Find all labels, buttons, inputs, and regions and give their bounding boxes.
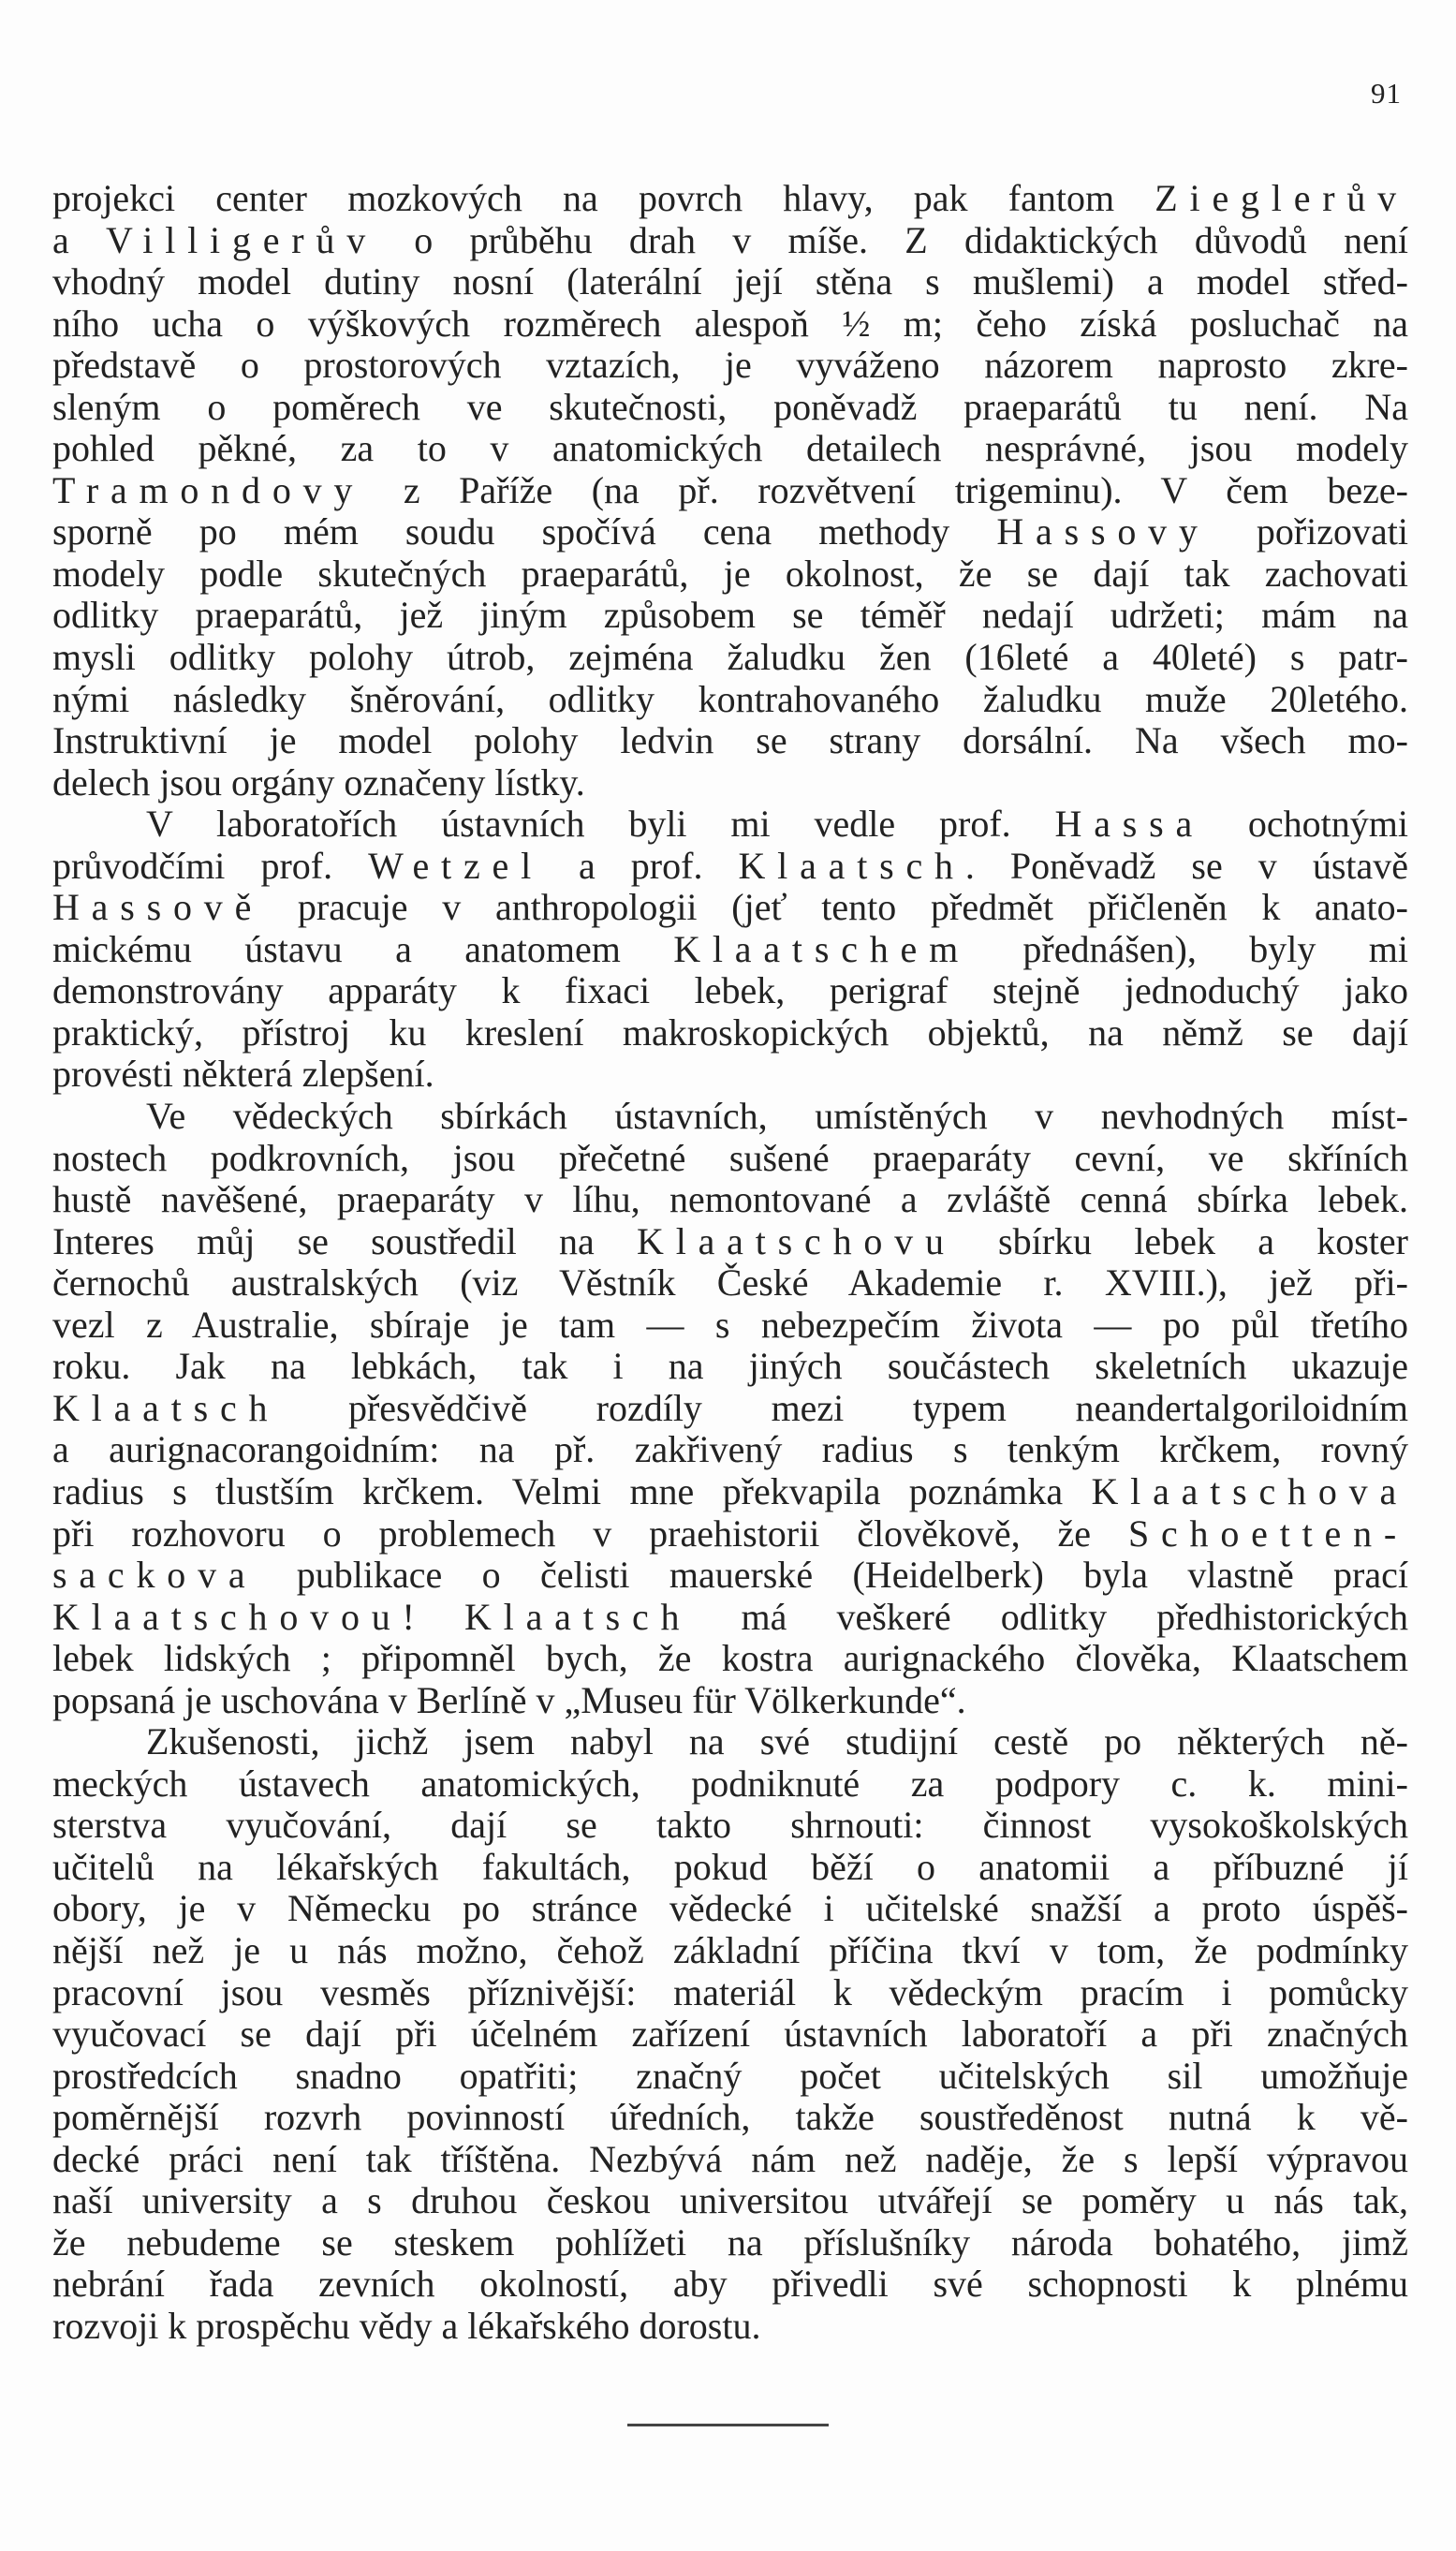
text-run: sbírku lebek a koster bbox=[955, 1220, 1408, 1262]
spaced-name: Zieglerův bbox=[1155, 178, 1408, 219]
text-run: vyučovací se dají při účelném zařízení ústavních laboratoří a při značných bbox=[52, 2013, 1408, 2056]
spaced-name: Klaatsch bbox=[738, 845, 965, 887]
text-line bbox=[52, 1638, 1408, 1680]
spaced-name: Villigerův bbox=[106, 219, 378, 261]
text-run: nebrání řada zevních okolností, aby přivedli své schopnosti k plnému bbox=[52, 2263, 1408, 2306]
text-run: rozvoji k prospěchu vědy a lékařského dorostu. bbox=[52, 2305, 761, 2347]
spaced-name: Wetzel bbox=[368, 845, 543, 887]
text-line bbox=[52, 1388, 1408, 1430]
text-line bbox=[52, 720, 1408, 762]
text-line bbox=[52, 1805, 1408, 1847]
text-run: přednášen), byly mi bbox=[970, 928, 1408, 970]
text-run: má veškeré odlitky předhistorických bbox=[691, 1596, 1408, 1638]
text-line bbox=[52, 929, 1408, 971]
text-line bbox=[52, 1179, 1408, 1221]
text-line bbox=[52, 1221, 1408, 1263]
text-line bbox=[52, 470, 1408, 512]
text-run: odlitky praeparátů, jež jiným způsobem se téměř nedají udržeti; mám na bbox=[52, 595, 1408, 637]
end-rule bbox=[627, 2424, 829, 2426]
text-line bbox=[52, 637, 1408, 679]
text-run: radius s tlustším krčkem. Velmi mne překvapila poznámka bbox=[52, 1470, 1092, 1512]
text-line bbox=[52, 1513, 1408, 1556]
spaced-name: Tramondovy bbox=[52, 469, 365, 511]
text-line bbox=[52, 595, 1408, 637]
text-run: meckých ústavech anatomických, podniknuté za podpory c. k. mini- bbox=[52, 1762, 1408, 1805]
text-line bbox=[52, 2056, 1408, 2098]
text-run: Interes můj se soustředil na bbox=[52, 1220, 638, 1262]
text-run: naší university a s druhou českou universitou utvářejí se poměry u nás tak, bbox=[52, 2180, 1408, 2222]
text-run: obory, je v Německu po stránce vědecké i učitelské snažší a proto úspěš- bbox=[52, 1888, 1408, 1930]
text-run: a aurignacorangoidním: na př. zakřivený radius s tenkým krčkem, rovný bbox=[52, 1429, 1408, 1471]
text-line bbox=[52, 553, 1408, 596]
text-run: sleným o poměrech ve skutečnosti, poněvadž praeparátů tu není. Na bbox=[52, 386, 1408, 428]
text-run: lebek lidských ; připomněl bych, že kostra aurignackého člověka, Klaatschem bbox=[52, 1638, 1408, 1680]
text-line bbox=[52, 804, 1408, 846]
text-run: ního ucha o výškových rozměrech alespoň ½ m; čeho získá posluchač na bbox=[52, 302, 1408, 345]
text-run: vezl z Australie, sbíraje je tam — s nebezpečím života — po půl třetího bbox=[52, 1304, 1408, 1346]
text-line bbox=[52, 178, 1408, 220]
text-line bbox=[52, 1888, 1408, 1930]
text-run: mysli odlitky polohy útrob, zejména žaludku žen (16leté a 40leté) s patr- bbox=[52, 637, 1408, 679]
text-run: decké práci není tak tříštěna. Nezbývá nám než naděje, že s lepší výpravou bbox=[52, 2138, 1408, 2180]
text-run: provésti některá zlepšení. bbox=[52, 1054, 434, 1096]
spaced-name: Hassově bbox=[52, 887, 264, 929]
text-run: ochotnými bbox=[1204, 804, 1408, 846]
text-line bbox=[52, 2263, 1408, 2306]
text-line bbox=[52, 1429, 1408, 1471]
text-line bbox=[52, 1138, 1408, 1180]
text-line bbox=[52, 2097, 1408, 2139]
text-line bbox=[52, 511, 1408, 553]
text-line bbox=[52, 1680, 1408, 1722]
text-run: delech jsou orgány označeny lístky. bbox=[52, 761, 585, 804]
text-line bbox=[52, 679, 1408, 721]
text-run: praktický, přístroj ku kreslení makroskopických objektů, na němž se dají bbox=[52, 1011, 1408, 1054]
spaced-name: Klaatschem bbox=[673, 928, 971, 970]
text-run: pracuje v anthropologii (jeť tento předmět přičleněn k anato- bbox=[263, 887, 1408, 929]
text-run: a bbox=[52, 219, 107, 261]
text-run: mickému ústavu a anatomem bbox=[52, 928, 674, 970]
text-line bbox=[52, 1930, 1408, 1972]
text-run: a prof. bbox=[542, 845, 739, 887]
text-line bbox=[52, 970, 1408, 1012]
text-line bbox=[52, 1012, 1408, 1054]
text-line bbox=[52, 1346, 1408, 1388]
text-line bbox=[52, 1262, 1408, 1305]
text-line bbox=[52, 1763, 1408, 1806]
text-run: modely podle skutečných praeparátů, je okolnost, že se dají tak zachovati bbox=[52, 553, 1408, 595]
text-run: Instruktivní je model polohy ledvin se strany dorsální. Na všech mo- bbox=[52, 720, 1408, 762]
text-line bbox=[52, 2180, 1408, 2222]
page-number: 91 bbox=[1371, 77, 1402, 110]
text-run: učitelů na lékařských fakultách, pokud běží o anatomii a příbuzné jí bbox=[52, 1846, 1408, 1888]
text-line bbox=[52, 387, 1408, 429]
text-line bbox=[52, 1054, 1408, 1096]
text-line bbox=[52, 1597, 1408, 1639]
text-run: publikace o čelisti mauerské (Heidelberk) byla vlastně prací bbox=[257, 1555, 1408, 1597]
text-run: že nebudeme se steskem pohlížeti na příslušníky národa bohatého, jimž bbox=[52, 2221, 1408, 2263]
text-line bbox=[52, 345, 1408, 387]
spaced-name: sackova bbox=[52, 1555, 257, 1597]
spaced-name: Klaatsch bbox=[464, 1596, 692, 1638]
text-run: sterstva vyučování, dají se takto shrnouti: činnost vysokoškolských bbox=[52, 1805, 1408, 1847]
text-run: průvodčími prof. bbox=[52, 845, 369, 887]
text-run: vhodný model dutiny nosní (laterální její stěna s mušlemi) a model střed- bbox=[52, 261, 1408, 303]
text-line bbox=[52, 2139, 1408, 2181]
spaced-name: Schoetten- bbox=[1127, 1512, 1408, 1555]
text-run: roku. Jak na lebkách, tak i na jiných součástech skeletních ukazuje bbox=[52, 1346, 1408, 1388]
text-run: demonstrovány apparáty k fixaci lebek, perigraf stejně jednoduchý jako bbox=[52, 970, 1408, 1012]
text-run: pořizovati bbox=[1209, 511, 1408, 553]
text-run: o průběhu drah v míše. Z didaktických důvodů není bbox=[377, 219, 1408, 261]
spaced-name: Klaatschova bbox=[1091, 1470, 1408, 1512]
text-run: . Poněvadž se v ústavě bbox=[964, 845, 1408, 887]
text-line bbox=[52, 220, 1408, 262]
spaced-name: Klaatschovou bbox=[52, 1596, 403, 1638]
text-line bbox=[52, 428, 1408, 470]
text-run: Ve vědeckých sbírkách ústavních, umístěných v nevhodných míst- bbox=[146, 1096, 1408, 1138]
text-run: V laboratořích ústavních byli mi vedle prof. bbox=[146, 804, 1055, 846]
text-run: hustě navěšené, praeparáty v líhu, nemontované a zvláště cenná sbírka lebek. bbox=[52, 1179, 1408, 1221]
text-run: poměrnější rozvrh povinností úředních, takže soustředěnost nutná k vě- bbox=[52, 2097, 1408, 2139]
text-run: projekci center mozkových na povrch hlavy, pak fantom bbox=[52, 178, 1155, 219]
text-run: pracovní jsou vesměs příznivější: materiál k vědeckým pracím i pomůcky bbox=[52, 1971, 1408, 2013]
text-line bbox=[52, 762, 1408, 804]
text-line bbox=[52, 1096, 1408, 1138]
text-line bbox=[52, 1555, 1408, 1597]
text-run: sporně po mém soudu spočívá cena methody bbox=[52, 511, 997, 553]
text-run: z Paříže (na př. rozvětvení trigeminu). V čem beze- bbox=[364, 469, 1408, 511]
text-line bbox=[52, 2306, 1408, 2348]
text-run: prostředcích snadno opatřiti; značný počet učitelských sil umožňuje bbox=[52, 2055, 1408, 2097]
text-line bbox=[52, 303, 1408, 346]
text-run: popsaná je uschována v Berlíně v „Museu für Völkerkunde“. bbox=[52, 1679, 966, 1721]
text-line bbox=[52, 2222, 1408, 2264]
text-run: nými následky šněrování, odlitky kontrahovaného žaludku muže 20letého. bbox=[52, 678, 1408, 720]
text-line bbox=[52, 1847, 1408, 1889]
text-line bbox=[52, 846, 1408, 888]
text-run: pohled pěkné, za to v anatomických detailech nesprávné, jsou modely bbox=[52, 428, 1408, 470]
text-run: přesvědčivě rozdíly mezi typem neandertalgoriloidním bbox=[279, 1387, 1408, 1429]
text-line bbox=[52, 1471, 1408, 1513]
text-run: černochů australských (viz Věstník České Akademie r. XVIII.), jež při- bbox=[52, 1262, 1408, 1305]
body-text bbox=[52, 178, 1408, 2347]
text-run: nější než je u nás možno, čehož základní příčina tkví v tom, že podmínky bbox=[52, 1929, 1408, 1971]
text-line bbox=[52, 261, 1408, 303]
text-run: ! bbox=[402, 1596, 464, 1638]
text-run: Zkušenosti, jichž jsem nabyl na své studijní cestě po některých ně- bbox=[146, 1721, 1408, 1763]
text-line bbox=[52, 1721, 1408, 1763]
text-line bbox=[52, 2013, 1408, 2056]
spaced-name: Hassa bbox=[1054, 804, 1205, 846]
text-run: při rozhovoru o problemech v praehistorii člověkově, že bbox=[52, 1512, 1128, 1555]
text-line bbox=[52, 887, 1408, 929]
text-line bbox=[52, 1972, 1408, 2014]
spaced-name: Klaatsch bbox=[52, 1387, 280, 1429]
spaced-name: Hassovy bbox=[996, 511, 1210, 553]
text-line bbox=[52, 1305, 1408, 1347]
spaced-name: Klaatschovu bbox=[637, 1220, 956, 1262]
text-run: nostech podkrovních, jsou přečetné sušené praeparáty cevní, ve skříních bbox=[52, 1137, 1408, 1179]
text-run: představě o prostorových vztazích, je vyváženo názorem naprosto zkre- bbox=[52, 345, 1408, 387]
